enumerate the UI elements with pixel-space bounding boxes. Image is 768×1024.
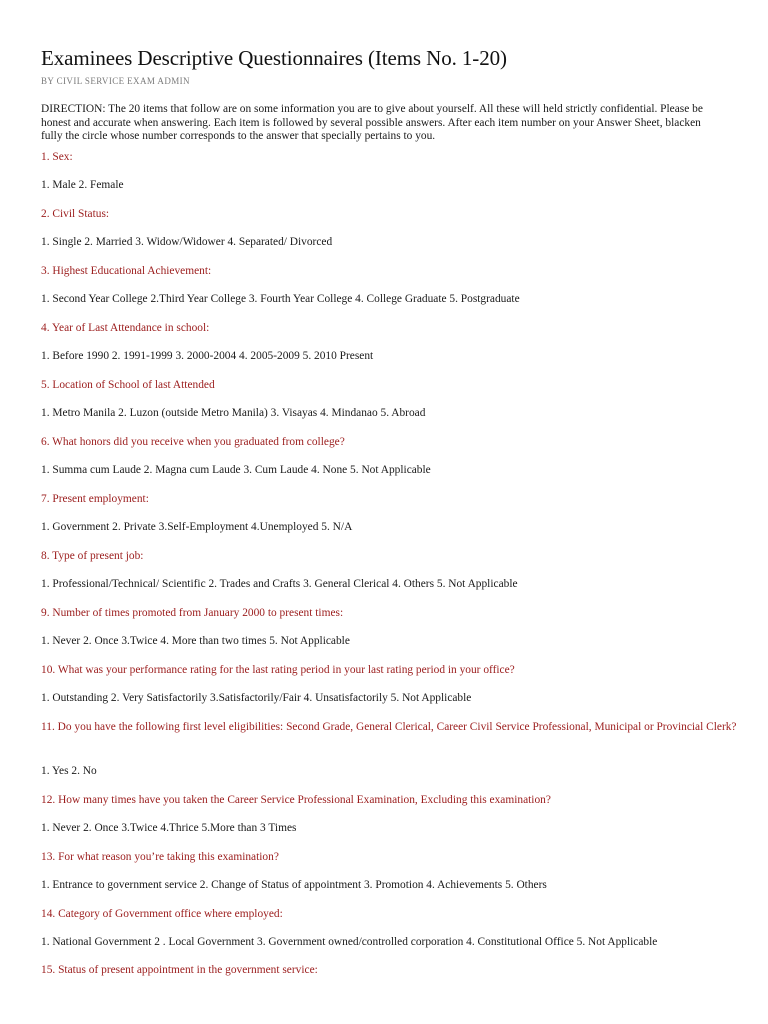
- question-14: 14. Category of Government office where employed:: [41, 908, 283, 920]
- question-15: 15. Status of present appointment in the government service:: [41, 964, 318, 976]
- answer-options-10: 1. Outstanding 2. Very Satisfactorily 3.Satisfactorily/Fair 4. Unsatisfactorily 5. Not Applicable: [41, 692, 472, 704]
- question-10: 10. What was your performance rating for the last rating period in your last rating period in your office?: [41, 664, 515, 676]
- answer-options-11: 1. Yes 2. No: [41, 765, 97, 777]
- question-5: 5. Location of School of last Attended: [41, 379, 215, 391]
- answer-options-8: 1. Professional/Technical/ Scientific 2. Trades and Crafts 3. General Clerical 4. Others 5. Not Applicable: [41, 578, 518, 590]
- question-8: 8. Type of present job:: [41, 550, 144, 562]
- answer-options-7: 1. Government 2. Private 3.Self-Employment 4.Unemployed 5. N/A: [41, 521, 353, 533]
- question-3: 3. Highest Educational Achievement:: [41, 265, 212, 277]
- question-1: 1. Sex:: [41, 151, 73, 163]
- direction-paragraph: DIRECTION: The 20 items that follow are on some information you are to give about yourself. All these will held strictly confidential. Please be honest and accurate when answering. Each item is followed by several possible answers. After each item number on your Answer Sheet, blacken fully the circle whose number corresponds to the answer that specially pertains to you.: [41, 103, 703, 142]
- author-byline: BY CIVIL SERVICE EXAM ADMIN: [41, 76, 190, 86]
- question-9: 9. Number of times promoted from January 2000 to present times:: [41, 607, 344, 619]
- answer-options-14: 1. National Government 2 . Local Government 3. Government owned/controlled corporation 4. Constitutional Office 5. Not Applicable: [41, 936, 658, 948]
- question-2: 2. Civil Status:: [41, 208, 110, 220]
- answer-options-6: 1. Summa cum Laude 2. Magna cum Laude 3. Cum Laude 4. None 5. Not Applicable: [41, 464, 431, 476]
- question-7: 7. Present employment:: [41, 493, 149, 505]
- answer-options-2: 1. Single 2. Married 3. Widow/Widower 4. Separated/ Divorced: [41, 236, 333, 248]
- answer-options-9: 1. Never 2. Once 3.Twice 4. More than two times 5. Not Applicable: [41, 635, 350, 647]
- answer-options-3: 1. Second Year College 2.Third Year College 3. Fourth Year College 4. College Graduate 5. Postgraduate: [41, 293, 520, 305]
- answer-options-5: 1. Metro Manila 2. Luzon (outside Metro Manila) 3. Visayas 4. Mindanao 5. Abroad: [41, 407, 426, 419]
- question-12: 12. How many times have you taken the Career Service Professional Examination, Excluding this examination?: [41, 794, 551, 806]
- answer-options-12: 1. Never 2. Once 3.Twice 4.Thrice 5.More than 3 Times: [41, 822, 297, 834]
- page-title: Examinees Descriptive Questionnaires (Items No. 1-20): [41, 46, 507, 70]
- question-6: 6. What honors did you receive when you graduated from college?: [41, 436, 345, 448]
- answer-options-13: 1. Entrance to government service 2. Change of Status of appointment 3. Promotion 4. Achievements 5. Others: [41, 879, 547, 891]
- question-11: 11. Do you have the following first level eligibilities: Second Grade, General Clerical, Career Civil Service Professional, Municipal or Provincial Clerk?: [41, 721, 737, 733]
- question-4: 4. Year of Last Attendance in school:: [41, 322, 210, 334]
- answer-options-4: 1. Before 1990 2. 1991-1999 3. 2000-2004 4. 2005-2009 5. 2010 Present: [41, 350, 374, 362]
- question-13: 13. For what reason you’re taking this examination?: [41, 851, 279, 863]
- answer-options-1: 1. Male 2. Female: [41, 179, 124, 191]
